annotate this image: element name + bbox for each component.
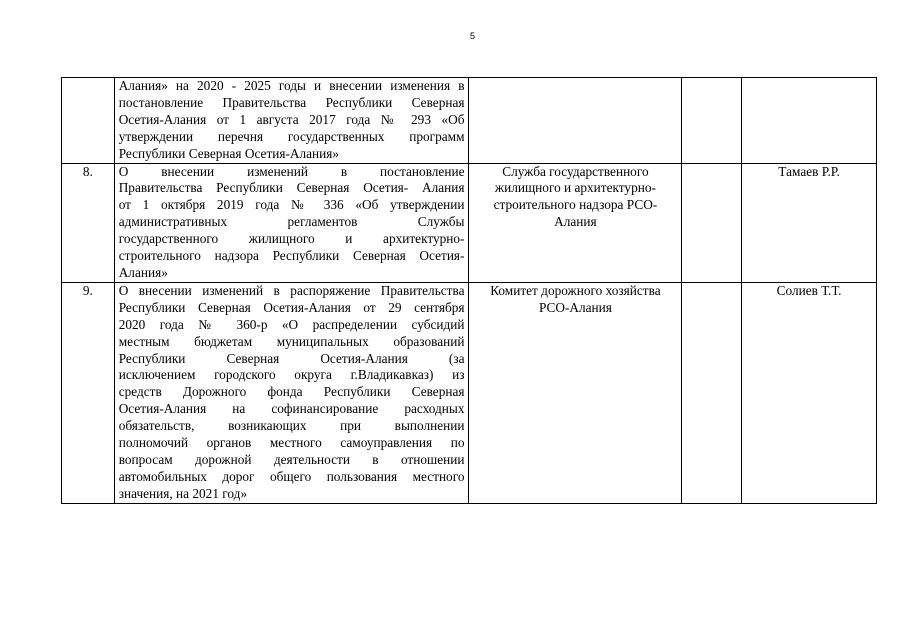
document-title-line: вопросам дорожной деятельности в отношении (118, 451, 465, 467)
document-title-cell (114, 163, 469, 282)
document-title-cell (114, 78, 469, 164)
document-title-line: утверждении перечня государственных программ (118, 128, 465, 144)
document-title-line: 2020 года № 360-р «О распределении субсидий (118, 316, 465, 332)
table-row (62, 78, 877, 164)
document-title-line: О внесении изменений в распоряжение Правительства (118, 282, 465, 298)
document-title-line: государственного жилищного и архитектурно- (118, 231, 465, 247)
document-title-line: средств Дорожного фонда Республики Северная (118, 384, 465, 400)
row-number-cell (62, 78, 115, 164)
document-title-line: Алания» на 2020 - 2025 годы и внесении изменения в (118, 78, 465, 93)
document-title-line: постановление Правительства Республики Северная (118, 94, 465, 110)
measures-table (61, 77, 877, 504)
table-row (62, 163, 877, 282)
document-title-line: от 1 октября 2019 года № 336 «Об утверждении (118, 197, 465, 213)
document-title-line: Республики Северная Осетия-Алания (за (118, 350, 465, 366)
document-title-line: О внесении изменений в постановление (118, 163, 465, 179)
document-title-line: Алания» (118, 264, 168, 280)
deadline-cell (682, 78, 742, 164)
document-title-line: автомобильных дорог общего пользования местного (118, 468, 465, 484)
document-title-line: Осетия-Алания от 1 августа 2017 года № 293 «Об (118, 111, 465, 127)
executor-cell (469, 78, 682, 164)
row-number-cell: 8. (62, 163, 115, 282)
responsible-cell (742, 78, 877, 164)
document-title-line: строительного надзора Республики Северная Осетия- (118, 248, 465, 264)
responsible-cell: Солиев Т.Т. (742, 282, 877, 503)
responsible-cell: Тамаев Р.Р. (742, 163, 877, 282)
executor-cell: Комитет дорожного хозяйства РСО-Алания (469, 282, 682, 503)
document-title-line: местным бюджетам муниципальных образований (118, 333, 465, 349)
table-body (62, 78, 877, 504)
page-number: 5 (469, 31, 475, 41)
deadline-cell (682, 282, 742, 503)
document-title-line: Осетия-Алания на софинансирование расходных (118, 401, 465, 417)
document-title-line: Республики Северная Осетия-Алания от 29 сентября (118, 299, 465, 315)
document-title-line: обязательств, возникающих при выполнении (118, 418, 465, 434)
deadline-cell (682, 163, 742, 282)
document-title-line: Республики Северная Осетия-Алания» (118, 145, 340, 161)
row-number-cell: 9. (62, 282, 115, 503)
document-title-line: исключением городского округа г.Владикавказ) из (118, 367, 465, 383)
document-title-cell (114, 282, 469, 503)
document-title-line: значения, на 2021 год» (118, 485, 248, 501)
executor-cell: Служба государственного жилищного и архитектурно-строительного надзора РСО-Алания (469, 163, 682, 282)
document-title-line: полномочий органов местного самоуправления по (118, 435, 465, 451)
table-row (62, 282, 877, 503)
document-title-line: Правительства Республики Северная Осетия- Алания (118, 180, 465, 196)
document-title-line: административных регламентов Службы (118, 214, 465, 230)
